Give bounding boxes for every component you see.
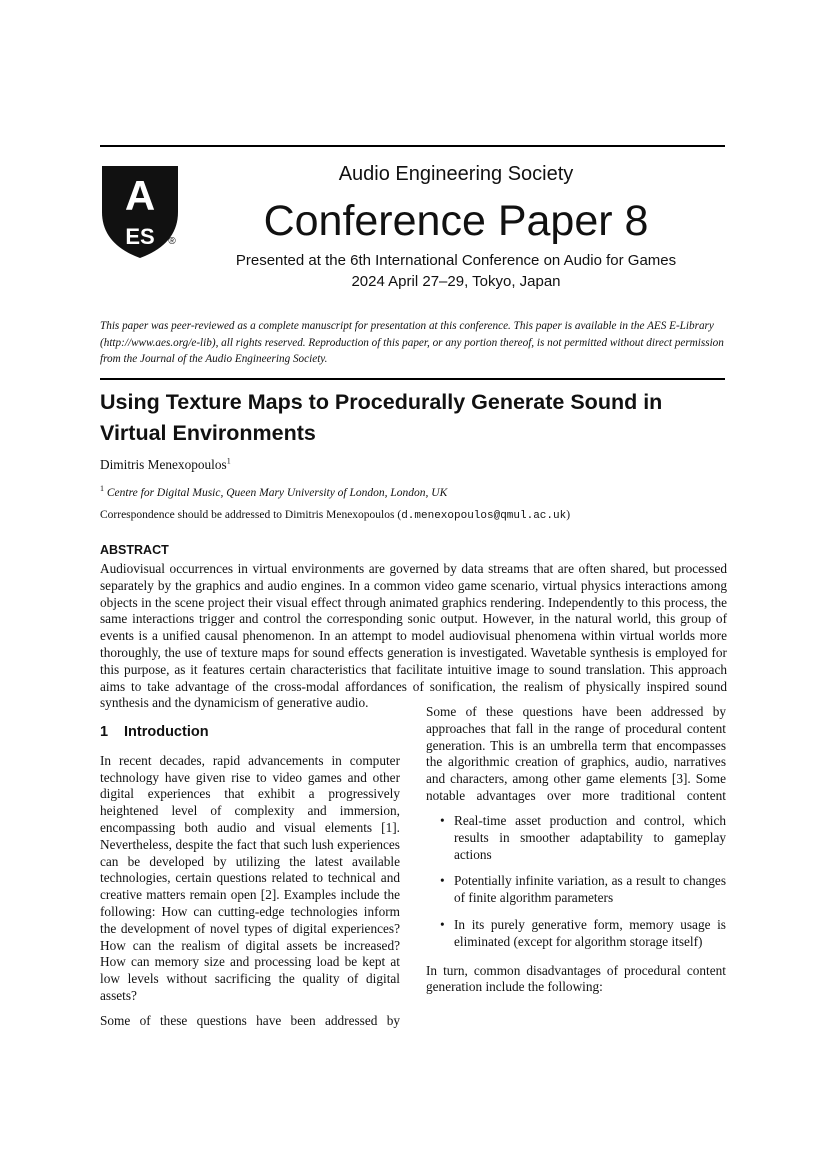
- author-affiliation-mark: 1: [226, 456, 231, 466]
- middle-rule: [100, 378, 725, 380]
- aes-logo: [100, 164, 180, 260]
- aes-logo-letter-a: A: [124, 172, 156, 219]
- correspondence-email[interactable]: d.menexopoulos@qmul.ac.uk: [401, 510, 567, 522]
- affiliation-mark: 1: [100, 484, 104, 494]
- list-item: [426, 813, 726, 863]
- bullet-icon: •: [440, 813, 445, 828]
- affiliation-line: [100, 484, 448, 499]
- section-number: 1: [100, 724, 109, 740]
- affiliation-text: Centre for Digital Music, Queen Mary University of London, London, UK: [106, 487, 448, 499]
- paper-title: Using Texture Maps to Procedurally Generate Sound in Virtual Environments: [100, 390, 663, 445]
- correspondence-prefix: Correspondence should be addressed to Dimitris Menexopoulos (: [100, 509, 402, 521]
- intro-paragraph-2: Some of these questions have been addressed by: [100, 1012, 400, 1028]
- peer-review-notice: This paper was peer-reviewed as a complete manuscript for presentation at this conference. This paper is available in the AES E-Library (http://www.aes.org/e-lib), all rights reserved. Reproduction of this paper, or any portion thereof, is not permitted without direct permission from the Journal of the Audio Engineering Society.: [100, 320, 724, 365]
- list-item-text: Real-time asset production and control, which results in smoother adaptability to gameplay actions: [454, 813, 726, 862]
- conference-date-location: 2024 April 27–29, Tokyo, Japan: [351, 273, 561, 290]
- section-heading: [100, 724, 400, 741]
- top-rule: [100, 145, 725, 147]
- correspondence-line: [100, 509, 570, 522]
- author-name: Dimitris Menexopoulos: [100, 457, 227, 472]
- aes-logo-letters-es: ES: [125, 224, 155, 249]
- correspondence-suffix: ): [566, 509, 571, 521]
- conference-name: Presented at the 6th International Conference on Audio for Games: [235, 252, 677, 269]
- list-item: [426, 873, 726, 907]
- intro-paragraph-1: In recent decades, rapid advancements in computer technology have given rise to video games and other digital experiences that exhibit a progressively heightened level of complexity and immersion, encompassing both audio and visual elements [1]. Nevertheless, despite the fact that such lush experiences can be developed by utilizing the latest available technologies, certain questions related to technical and creative matters remain open [2]. Examples include the following: How can cutting-edge technologies inform the development of novel types of digital experiences? How can the realism of digital assets be increased? How can memory size and processing load be kept at low levels without sacrificing the quality of digital assets?: [100, 752, 400, 1003]
- society-name: Audio Engineering Society: [338, 163, 574, 185]
- section-title: Introduction: [124, 724, 209, 740]
- left-column: [100, 724, 400, 1038]
- intro-paragraph-2-continued: Some of these questions have been addressed by approaches that fall in the range of procedural content generation. This is an umbrella term that encompasses the algorithmic creation of graphics, audio, narratives and characters, among other game elements [3]. Some notable advantages over more traditional content: [426, 704, 726, 803]
- abstract-text: Audiovisual occurrences in virtual environments are governed by data streams that are often shared, but processed separately by the graphics and audio engines. In a common video game scenario, virtual physics interactions among objects in the scene project their visual effect through animated graphics rendering. Independently to this process, the same interactions trigger and control the corresponding sonic output. However, in the natural world, this group of events is a unified causal phenomenon. In an attempt to model audiovisual phenomena within virtual worlds more thoroughly, the use of texture maps for sound effects generation is investigated. Wavetable synthesis is employed for this purpose, as it features certain characteristics that facilitate intuitive image to sound translation. This approach aims to take advantage of the cross-modal affordances of sonification, the realism of physically inspired sound synthesis and the dynamicism of generative audio.: [100, 561, 727, 711]
- list-item-text: Potentially infinite variation, as a result to changes of finite algorithm parameters: [454, 873, 726, 906]
- author-line: [100, 457, 231, 473]
- conference-paper-title: Conference Paper 8: [263, 197, 649, 245]
- bullet-icon: •: [440, 873, 445, 889]
- right-column: [426, 704, 726, 1004]
- list-item: [426, 917, 726, 951]
- abstract-heading: ABSTRACT: [100, 543, 169, 557]
- intro-paragraph-3: In turn, common disadvantages of procedural content generation include the following:: [426, 962, 726, 995]
- advantages-list: [426, 813, 726, 951]
- presentation-info: [180, 250, 732, 292]
- list-item-text: In its purely generative form, memory usage is eliminated (except for algorithm storage itself): [454, 916, 726, 949]
- bullet-icon: •: [440, 916, 445, 932]
- registered-mark: ®: [168, 236, 176, 247]
